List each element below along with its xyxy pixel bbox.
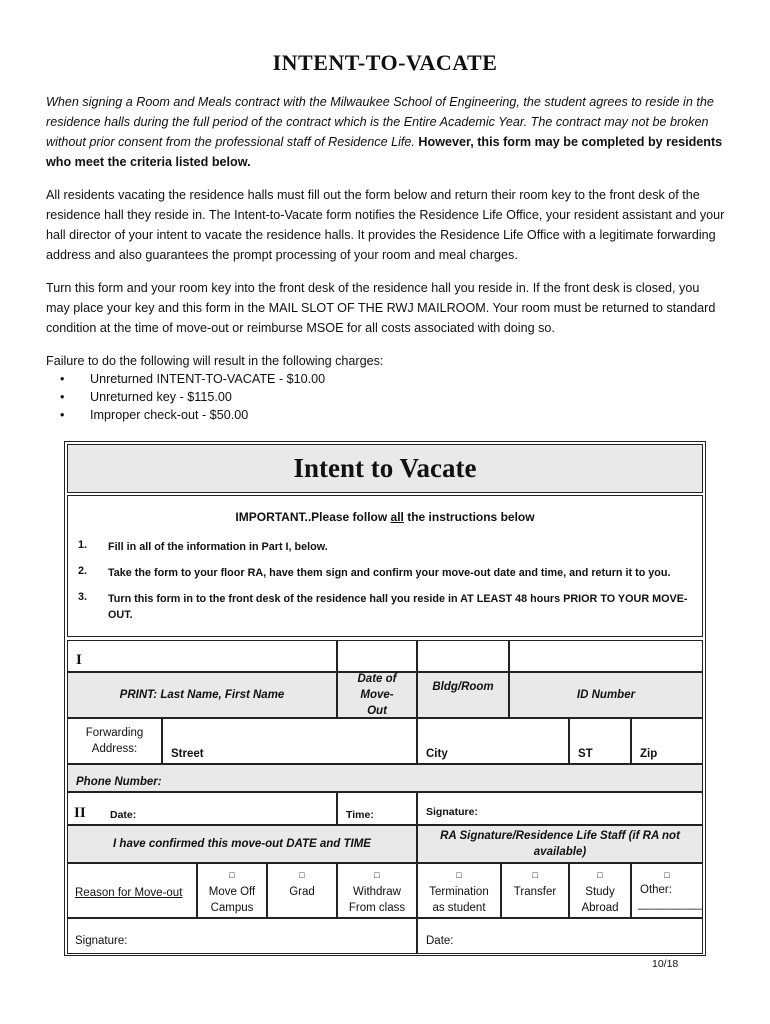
student-date-input[interactable] (417, 918, 703, 954)
part1-label-cell (67, 640, 337, 672)
page-title: INTENT-TO-VACATE (272, 50, 498, 75)
street-label: Street (171, 748, 204, 760)
reason-grad-checkbox[interactable] (267, 863, 337, 918)
id-number-input[interactable] (509, 640, 703, 672)
form-version: 10/18 (652, 958, 679, 970)
ra-signature-input[interactable] (417, 792, 703, 825)
ra-signature-label: Signature: (426, 806, 478, 818)
city-input[interactable] (417, 718, 569, 764)
checkbox-icon: □ (597, 870, 603, 880)
student-signature-label: Signature: (75, 935, 128, 947)
part2-label: II (74, 805, 86, 821)
reason-option-label: Withdraw From class (348, 886, 406, 914)
bldg-room-input[interactable] (417, 640, 509, 672)
state-label: ST (578, 748, 593, 760)
charge-item: • Unreturned INTENT-TO-VACATE - $10.00 (60, 370, 325, 388)
reason-label: Reason for Move-out (75, 887, 183, 899)
ra-signature-staff-label: RA Signature/Residence Life Staff (if RA not available) (417, 825, 703, 863)
checkbox-icon: □ (229, 870, 235, 880)
id-number-label: ID Number (509, 672, 703, 718)
reason-move-off-checkbox[interactable] (197, 863, 267, 918)
reason-other-checkbox[interactable] (631, 863, 703, 918)
charge-item: • Improper check-out - $50.00 (60, 406, 325, 424)
reason-option-label: Other: (640, 884, 672, 896)
reason-termination-checkbox[interactable] (417, 863, 501, 918)
charges-list (60, 370, 325, 424)
part1-label: I (76, 652, 82, 668)
confirmed-label: I have confirmed this move-out DATE and TIME (67, 825, 417, 863)
student-signature-input[interactable] (67, 918, 417, 954)
other-blank: __________ (638, 898, 702, 910)
return-paragraph: Turn this form and your room key into the front desk of the residence hall you reside in. If the front desk is closed, you may place your key and this form in the MAIL SLOT OF THE RWJ MAILROOM. Your room must be returned to standard condition at the time of move-out or reimburse MSOE for all costs associated with doing so. (46, 281, 716, 335)
part2-time-label: Time: (346, 809, 374, 821)
intro-bold-text: However, this form may be completed by residents who meet the criteria listed below. (46, 135, 723, 169)
forwarding-address-label: Forwarding Address: (67, 718, 162, 764)
phone-number-input[interactable] (67, 764, 703, 792)
reason-option-label: Transfer (513, 886, 557, 898)
student-date-label: Date: (426, 935, 454, 947)
instructions-paragraph: All residents vacating the residence halls must fill out the form below and return their room key to the front desk of the residence hall they reside in. The Intent-to-Vacate form notifies the Residence Life Office, your resident assistant and your hall director of your intent to vacate the residence halls. It provides the Residence Life Office with a legitimate forwarding address and also guarantees the prompt processing of your room and meal charges. (46, 188, 725, 262)
zip-input[interactable] (631, 718, 703, 764)
city-label: City (426, 748, 448, 760)
checkbox-icon: □ (374, 870, 380, 880)
checkbox-icon: □ (299, 870, 305, 880)
reason-label-cell (67, 863, 197, 918)
move-out-date-input[interactable] (337, 640, 417, 672)
move-out-date-label: Date of Move-Out (337, 672, 417, 718)
form-title: Intent to Vacate (293, 453, 477, 483)
checkbox-icon: □ (532, 870, 538, 880)
part2-date-label: Date: (110, 809, 137, 821)
street-input[interactable] (162, 718, 417, 764)
reason-option-label: Termination as student (429, 886, 489, 914)
print-name-label: PRINT: Last Name, First Name (67, 672, 337, 718)
state-input[interactable] (569, 718, 631, 764)
charges-intro: Failure to do the following will result in the following charges: (46, 354, 384, 368)
intro-italic-text: When signing a Room and Meals contract with the Milwaukee School of Engineering, the student agrees to reside in the residence halls during the full period of the contract which is the Entire Academic Year. The contract may not be broken without prior consent from the professional staff of Residence Life. (46, 95, 714, 149)
important-note: IMPORTANT..Please follow all the instructions below (235, 510, 535, 524)
checkbox-icon: □ (664, 870, 670, 880)
phone-number-label: Phone Number: (76, 776, 162, 788)
reason-option-label: Grad (289, 886, 315, 898)
reason-transfer-checkbox[interactable] (501, 863, 569, 918)
charge-item: • Unreturned key - $115.00 (60, 388, 325, 406)
intro-paragraph (46, 92, 726, 172)
reason-option-label: Study Abroad (581, 886, 619, 914)
checkbox-icon: □ (456, 870, 462, 880)
form-title-band (67, 444, 703, 493)
part2-date-input[interactable] (67, 792, 337, 825)
bldg-room-label: Bldg/Room (417, 672, 509, 718)
reason-withdraw-checkbox[interactable] (337, 863, 417, 918)
reason-study-abroad-checkbox[interactable] (569, 863, 631, 918)
reason-option-label: Move Off Campus (208, 886, 256, 914)
part2-time-input[interactable] (337, 792, 417, 825)
zip-label: Zip (640, 748, 658, 760)
